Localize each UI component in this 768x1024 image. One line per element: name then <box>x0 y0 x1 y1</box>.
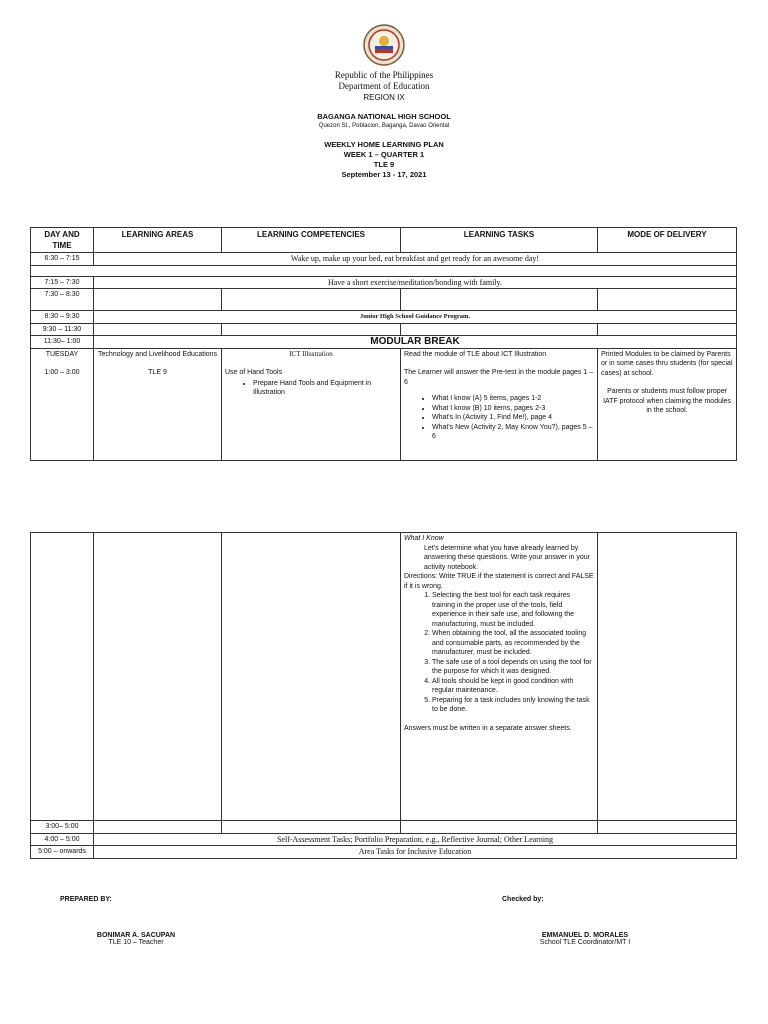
activity-cell: Wake up, make up your bed, eat breakfast and get ready for an awesome day! <box>94 253 737 266</box>
activity-cell: Junior High School Guidance Program. <box>94 311 737 324</box>
what-i-know-intro: Let's determine what you have already learned by answering these questions. Write your answer in your activity notebook. <box>424 544 591 571</box>
time-cell: 9:30 – 11:30 <box>31 323 94 336</box>
task-pretest: The Learner will answer the Pre-test in the module pages 1 – 6 <box>404 369 594 386</box>
header-region: REGION IX <box>363 93 405 102</box>
modular-break-cell: MODULAR BREAK <box>94 336 737 349</box>
checker-signature <box>530 932 640 946</box>
column-header: LEARNING AREAS <box>94 228 222 253</box>
checker-name: EMMANUEL D. MORALES <box>541 932 629 939</box>
table-row <box>31 323 737 336</box>
time-cell: 8:30 – 9:30 <box>31 311 94 324</box>
preparer-signature <box>88 932 184 946</box>
learning-area-code: TLE 9 <box>148 369 167 376</box>
prepared-by-label: PREPARED BY: <box>60 896 112 903</box>
answer-note: Answers must be written in a separate answer sheets. <box>404 724 572 732</box>
school-address: Quezon St., Poblacion, Baganga, Davao Oriental <box>318 123 450 129</box>
table-row <box>31 336 737 349</box>
task-item: • What's New (Activity 2, May Know You?), pages 5 – 6 <box>432 423 594 442</box>
document-header <box>0 24 768 180</box>
header-line-1: Republic of the Philippines <box>334 70 434 80</box>
table-row-what-i-know <box>31 533 737 821</box>
what-i-know-heading: What I Know <box>404 535 444 542</box>
preparer-role: TLE 10 – Teacher <box>108 939 164 946</box>
time-cell: 11:30– 1:00 <box>31 336 94 349</box>
table-row-blank <box>31 265 737 276</box>
learning-area-name: Technology and Livelihood Educations <box>97 350 218 358</box>
table-row <box>31 833 737 846</box>
table-row <box>31 846 737 859</box>
competency-cell <box>222 348 401 460</box>
table-row <box>31 289 737 311</box>
time-cell: 4:00 – 5:00 <box>31 833 94 846</box>
activity-cell: Self-Assessment Tasks; Portfolio Preparation, e.g., Reflective Journal; Other Learning <box>94 833 737 846</box>
day-label: TUESDAY <box>45 350 79 358</box>
time-label: 1:00 – 3:00 <box>44 369 80 376</box>
time-cell: 7:15 – 7:30 <box>31 276 94 289</box>
plan-title: WEEKLY HOME LEARNING PLAN <box>324 140 444 149</box>
week-label: WEEK 1 – QUARTER 1 <box>343 150 425 159</box>
delivery-text-2: Parents or students must follow proper IATF protocol when claiming the modules in the school. <box>603 388 731 414</box>
competency-title: ICT Illustration <box>289 349 333 358</box>
subject-label: TLE 9 <box>373 160 395 169</box>
table-row <box>31 821 737 834</box>
deped-seal-icon <box>363 24 405 66</box>
tasks-cell <box>401 348 598 460</box>
checked-by-label: Checked by: <box>502 896 544 903</box>
task-item: • What I know (B) 10 items, pages 2-3 <box>432 404 594 414</box>
question-item: 1. Selecting the best tool for each task requires training in the proper use of the tools, field experience in their safe use, and following the manufacturing, must be included. <box>432 591 594 629</box>
table-row <box>31 276 737 289</box>
column-header: LEARNING COMPETENCIES <box>222 228 401 253</box>
activity-cell: Have a short exercise/meditation/bonding with family. <box>94 276 737 289</box>
column-header: MODE OF DELIVERY <box>598 228 737 253</box>
column-header: LEARNING TASKS <box>401 228 598 253</box>
learning-plan-table <box>30 227 737 461</box>
table-row <box>31 311 737 324</box>
question-item: 3. The safe use of a tool depends on using the tool for the purpose for which it was designed. <box>432 658 594 677</box>
task-item: • What I know (A) 5 items, pages 1-2 <box>432 394 594 404</box>
header-line-2: Department of Education <box>338 81 430 91</box>
table-row <box>31 253 737 266</box>
date-range: September 13 - 17, 2021 <box>341 170 427 179</box>
table-header-row <box>31 228 737 253</box>
competency-subtitle: Use of Hand Tools <box>225 369 283 376</box>
question-item: 2. When obtaining the tool, all the associated tooling and consumable parts, as recommended by the manufacturer, must be included. <box>432 629 594 658</box>
question-item: 4. All tools should be kept in good condition with regular maintenance. <box>432 677 594 696</box>
checker-role: School TLE Coordinator/MT I <box>539 939 631 946</box>
time-cell: 7:30 – 8:30 <box>31 289 94 311</box>
day-time-cell <box>31 348 94 460</box>
learning-plan-table-continued <box>30 532 737 859</box>
competency-item: • Prepare Hand Tools and Equipment in Illustration <box>253 379 397 398</box>
what-i-know-directions: Directions: Write TRUE if the statement is correct and FALSE if it is wrong. <box>404 573 594 590</box>
delivery-text-1: Printed Modules to be claimed by Parents or in some cases thru students (for special cases) at school. <box>601 350 733 377</box>
table-row-tuesday <box>31 348 737 460</box>
school-name: BAGANGA NATIONAL HIGH SCHOOL <box>317 112 451 121</box>
time-cell: 3:00– 5:00 <box>31 821 94 834</box>
preparer-name: BONIMAR A. SACUPAN <box>96 932 176 939</box>
question-item: 5. Preparing for a task includes only knowing the task to be done. <box>432 696 594 715</box>
delivery-cell <box>598 348 737 460</box>
task-item: • What's In (Activity 1, Find Me!), page 4 <box>432 413 594 423</box>
time-cell: 5:00 – onwards <box>31 846 94 859</box>
time-cell: 6:30 – 7:15 <box>31 253 94 266</box>
what-i-know-cell <box>401 533 598 821</box>
task-intro: Read the module of TLE about ICT Illustration <box>404 350 547 358</box>
activity-cell: Area Tasks for Inclusive Education <box>94 846 737 859</box>
learning-area-cell <box>94 348 222 460</box>
column-header: DAY AND TIME <box>31 228 94 253</box>
